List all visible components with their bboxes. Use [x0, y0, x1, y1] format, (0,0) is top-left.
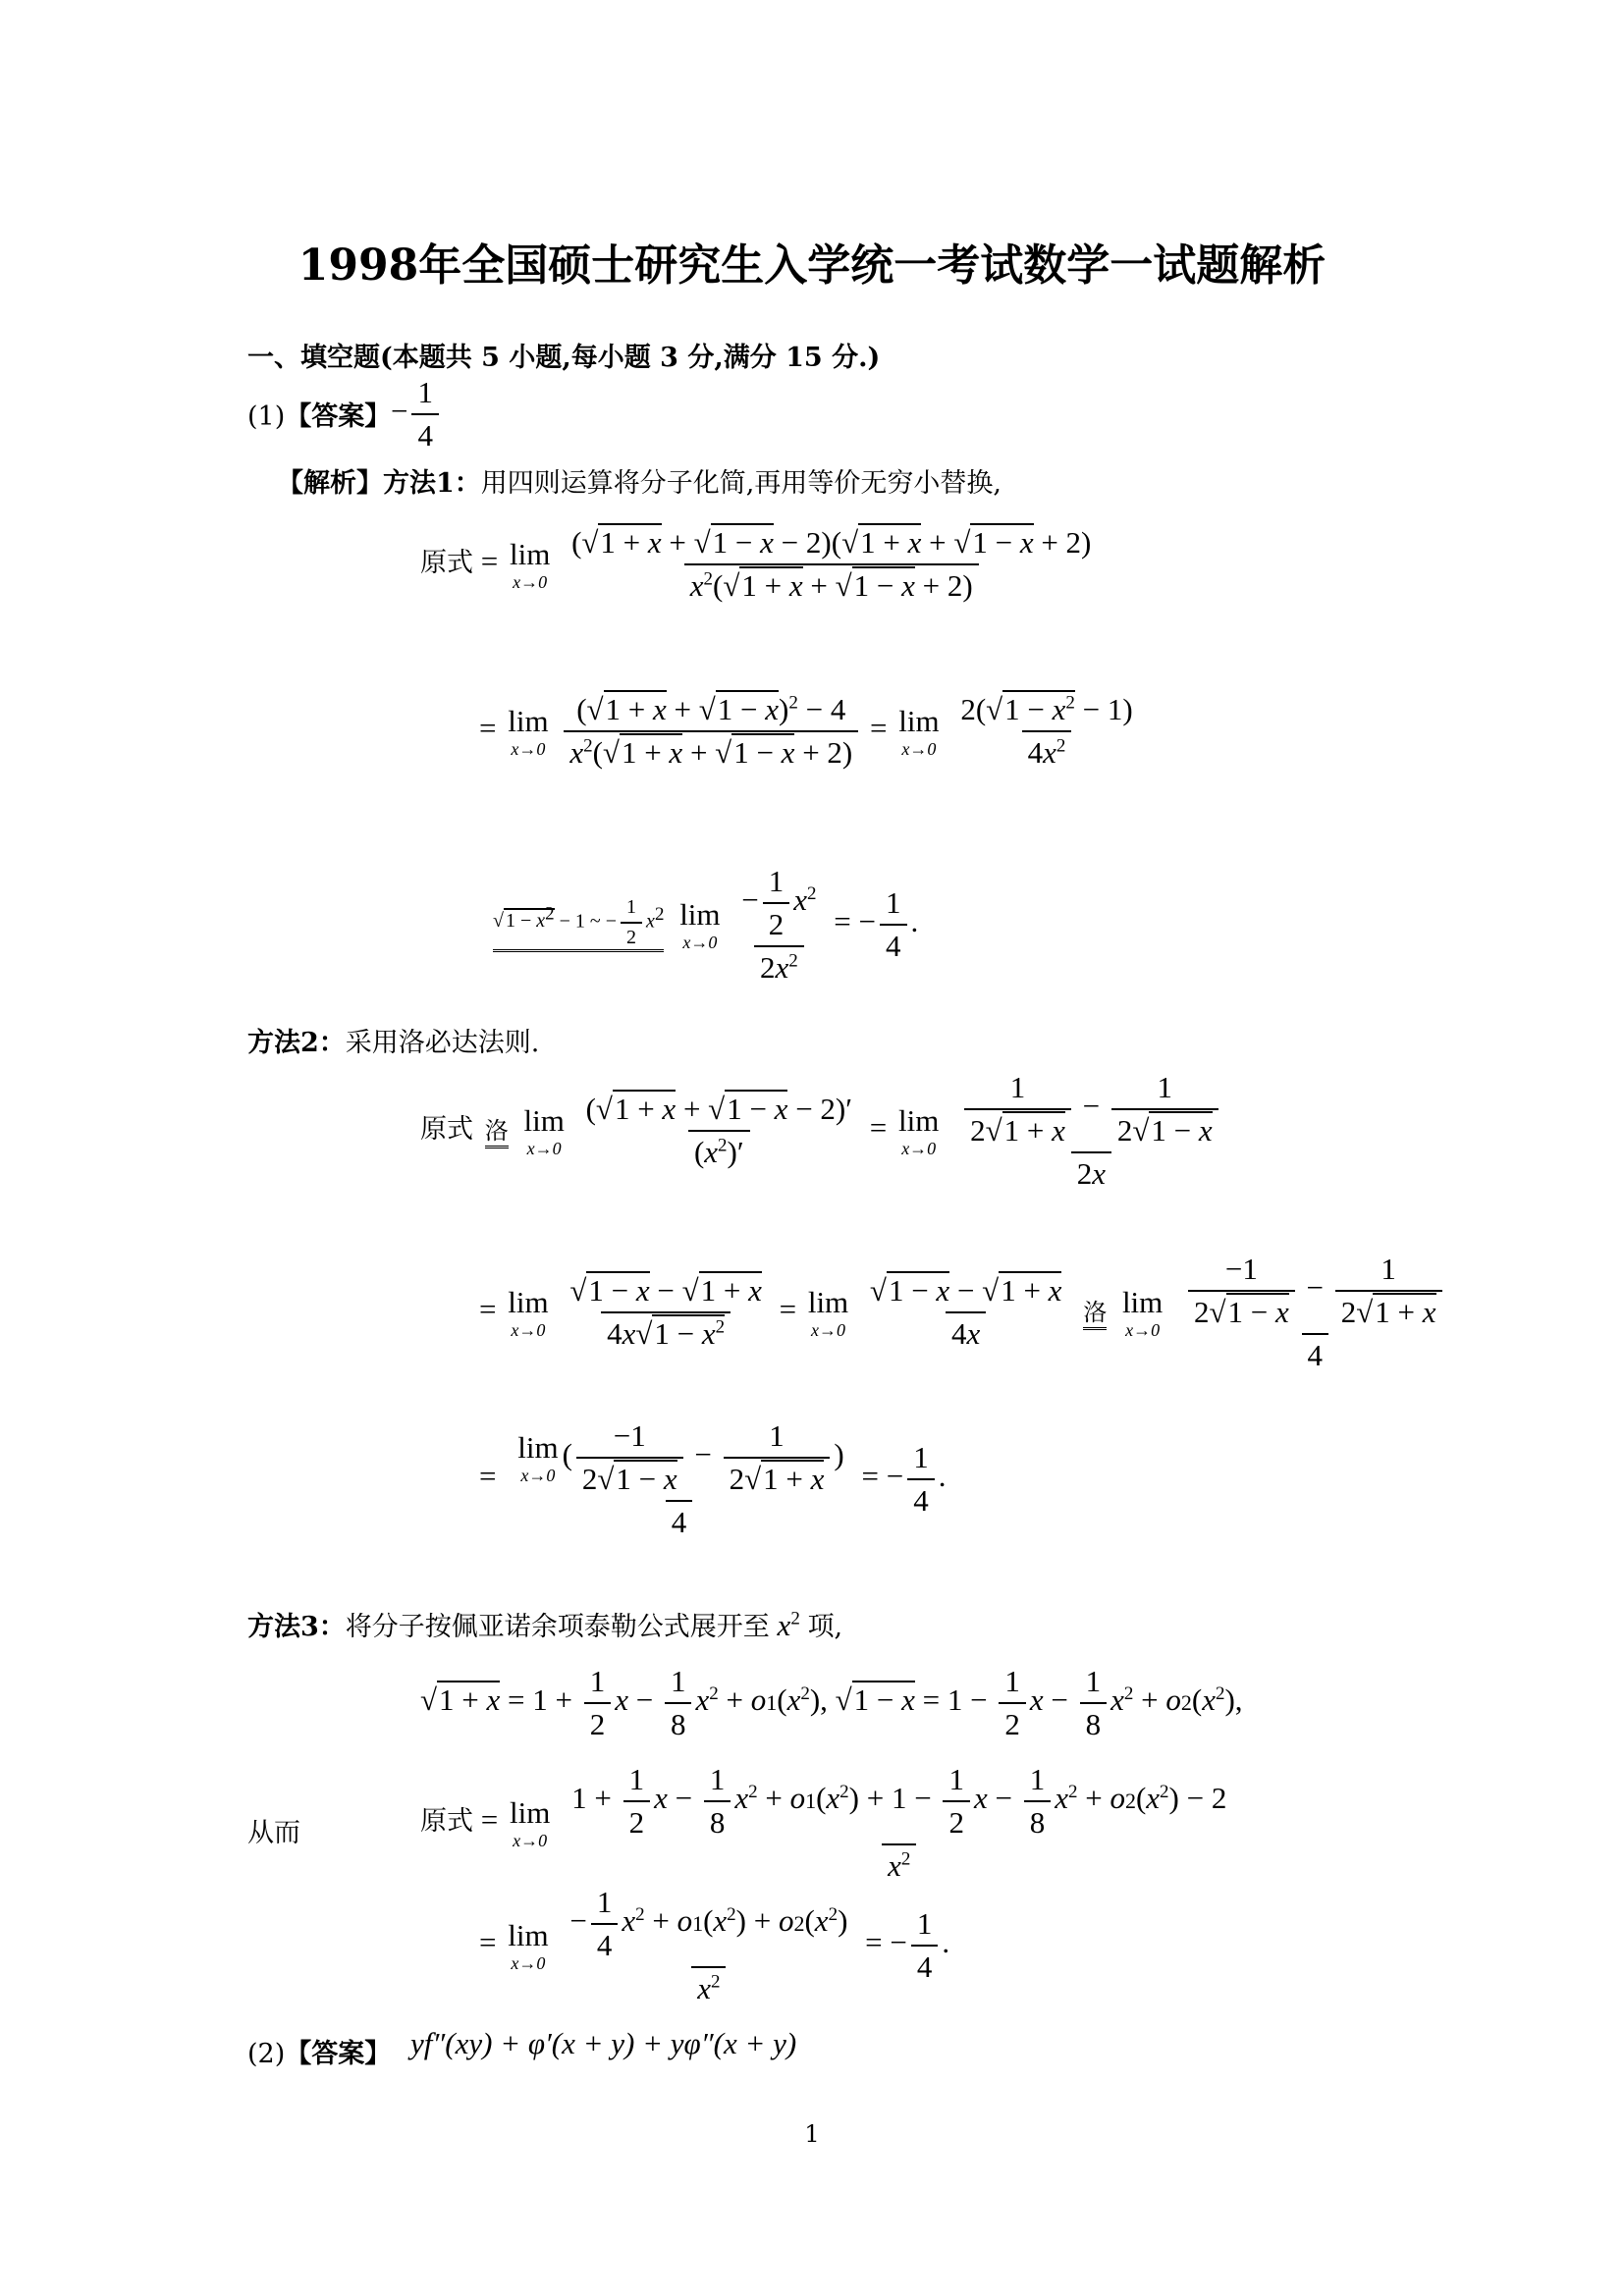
equation-9: = lim x→0 − $\frac{1}{4}$ $x^2 + o1(x^2) + o2(x^2)$ $x^2$ = − $\frac{1}{4}$ . [479, 1885, 950, 2005]
analysis-label: 【解析】 [277, 468, 383, 499]
luo-label: 洛 [484, 1117, 509, 1145]
q1-answer-value: − $\frac{1}{4}$ [391, 375, 443, 454]
yuanshi-label-2: 原式 [420, 1114, 473, 1146]
method3-row: 方法3：将分子按佩亚诺余项泰勒公式展开至 $x^2$ 项, [247, 1608, 843, 1642]
method3-tail: 项, [807, 1612, 843, 1642]
equation-7: √ 1 + x = 1 + $\frac{1}{2}$ x − $\frac{1}{8}$ $x^2 + o1(x^2)$, √ 1 − x = 1 − $\frac{1}{2}$ x − $\frac{1}{8}$ $x^2 + o2(x^2)$, [420, 1664, 1243, 1742]
page-number: 1 [804, 2120, 820, 2148]
luo-label-2: 洛 [1083, 1299, 1108, 1326]
method3-label: 方法3： [247, 1612, 346, 1642]
method2-text: 采用洛必达法则. [345, 1028, 540, 1058]
equation-8: 原式 = lim x→0 1 + $\frac{1}{2}$ x − $\frac{1}{8}$ $x^2 + o1(x^2) + 1$ − $\frac{1}{2}$ x − $\frac{1}{8}$ $x^2 + o2(x^2) - 2$ $x^2$ [420, 1762, 1227, 1883]
equation-6: = lim x→0 ( $\frac{-1}{2√ 1 - x}$ − $\frac{1}{2√ 1 + x}$ ) 4 = − $\frac{1}{4}$ . [479, 1418, 946, 1540]
yuanshi-label-3: 原式 [420, 1806, 473, 1838]
method2-row [247, 1021, 539, 1059]
yuanshi-label: 原式 [420, 548, 473, 579]
q1-answer-row [247, 395, 391, 433]
method1-row [277, 461, 1001, 500]
q2-answer-label: 【答案】 [285, 2039, 392, 2069]
method3-text: 将分子按佩亚诺余项泰勒公式展开至 [345, 1612, 770, 1642]
therefore-label: 从而 [247, 1818, 300, 1848]
q2-answer-row [247, 2032, 391, 2070]
method2-label: 方法2： [247, 1028, 346, 1058]
equation-1: 原式 = lim x→0 $\frac{(√ 1 + x + √ 1 - x - 2)(√ 1 + x + √ 1 - x + 2)}{x^2(√ 1 + x + √ 1 - x + 2)}$ [420, 525, 1101, 604]
q1-answer-label: 【答案】 [285, 401, 392, 432]
equation-2: = lim x→0 $\frac{(√ 1 + x + √ 1 - x)^2 - 4}{x^2(√ 1 + x + √ 1 - x + 2)}$ = lim x→0 $\frac{2(√ 1 - x^2 - 1)}{4x^2}$ [479, 692, 1143, 771]
equation-5: = lim x→0 √ $\frac{1 - x - √ 1 + x}{4x√ 1 - x^2}$ = lim x→0 √ $\frac{1 - x - √ 1 + x}{4x}$ 洛 lim x→0 $\frac{-1}{2√ 1 - x}$ − $\frac{1}{2√ 1 + x}$ 4 [479, 1252, 1456, 1373]
method1-label: 方法1： [383, 468, 481, 499]
section-heading: 一、填空题(本题共 5 小题,每小题 3 分,满分 15 分.) [247, 343, 881, 373]
q2-number: (2) [247, 2039, 286, 2069]
method1-text: 用四则运算将分子化简,再用等价无穷小替换, [480, 468, 1001, 499]
page-title: 1998年全国硕士研究生入学统一考试数学一试题解析 [298, 240, 1326, 291]
equation-3: √ 1 − x2 − 1 ~ − $\frac{1}{2}$ x2 lim x→0 − $\frac{1}{2}$ $x^2$ $2x^2$ = − $\frac{1}{4}$ . [489, 864, 918, 986]
q2-answer-value: yf″(xy) + φ′(x + y) + yφ″(x + y) [410, 2026, 797, 2060]
equation-4: 原式 洛 lim x→0 $\frac{(√ 1 + x + √ 1 - x - 2)'}{(x^2)'}$ = lim x→0 $\frac{1}{2√ 1 + x}$ − $\frac{1}{2√ 1 - x}$ 2x [420, 1070, 1232, 1192]
q1-number: (1) [247, 401, 286, 432]
